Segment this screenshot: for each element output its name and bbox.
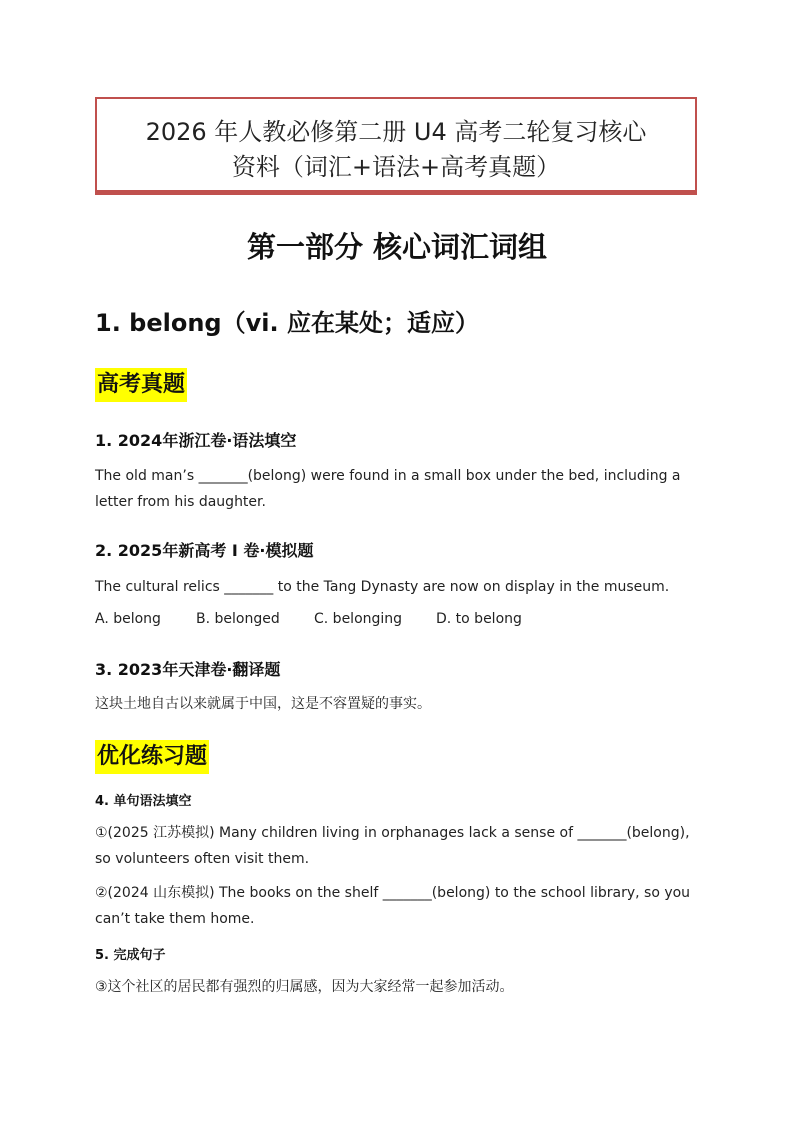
exam-section-label: 高考真题 [95,368,187,402]
practice-item-3: ③这个社区的居民都有强烈的归属感，因为大家经常一起参加活动。 [95,979,514,995]
option-b: B. belonged [196,611,280,627]
question-1-title: 1. 2024年浙江卷·语法填空 [95,431,297,450]
option-a: A. belong [95,611,161,627]
question-3-title: 3. 2023年天津卷·翻译题 [95,660,281,679]
question-2-title: 2. 2025年新高考 Ⅰ 卷·模拟题 [95,541,314,560]
practice-item-2: ②(2024 山东模拟) The books on the shelf _______(belong) to the school library, so you can’t take them home. [95,885,691,927]
option-c: C. belonging [314,611,403,627]
document-title-line-1: 2026 年人教必修第二册 U4 高考二轮复习核心 [145,118,647,146]
option-d: D. to belong [436,611,522,627]
practice-section-label: 优化练习题 [95,740,209,774]
question-2-text: The cultural relics _______ to the Tang Dynasty are now on display in the museum. [95,579,670,595]
practice-subheading-5: 5. 完成句子 [95,948,166,963]
part-title: 第一部分 核心词汇词组 [246,230,548,264]
document-title-line-2: 资料（词汇+语法+高考真题） [231,153,561,181]
title-box [95,97,697,195]
word-heading: 1. belong（vi. 应在某处；适应） [95,309,479,337]
practice-item-1: ①(2025 江苏模拟) Many children living in orphanages lack a sense of _______(belong), so volunteers often visit them. [95,825,690,867]
practice-subheading-4: 4. 单句语法填空 [95,794,192,809]
question-1-text: The old man’s _______(belong) were found in a small box under the bed, including a letter from his daughter. [95,468,681,510]
question-3-text: 这块土地自古以来就属于中国，这是不容置疑的事实。 [95,696,431,712]
